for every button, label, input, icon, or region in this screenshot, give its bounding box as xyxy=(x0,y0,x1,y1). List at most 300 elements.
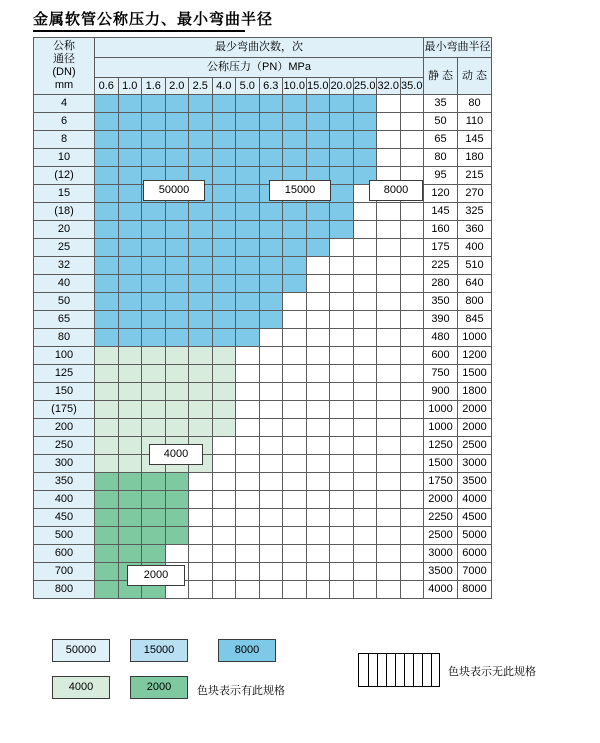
spec-cell xyxy=(236,491,260,509)
spec-cell xyxy=(189,257,213,275)
spec-cell xyxy=(377,257,401,275)
spec-cell xyxy=(189,293,213,311)
dynamic-radius-value: 3000 xyxy=(458,455,492,473)
spec-cell xyxy=(95,239,119,257)
spec-cell xyxy=(259,455,283,473)
static-radius-value: 1750 xyxy=(424,473,458,491)
spec-cell xyxy=(95,347,119,365)
spec-cell xyxy=(377,365,401,383)
static-radius-value: 2250 xyxy=(424,509,458,527)
page-title: 金属软管公称压力、最小弯曲半径 xyxy=(33,12,274,28)
spec-cell xyxy=(189,365,213,383)
static-radius-value: 95 xyxy=(424,167,458,185)
spec-cell xyxy=(165,527,189,545)
spec-cell xyxy=(353,455,377,473)
static-radius-value: 3500 xyxy=(424,563,458,581)
spec-cell xyxy=(189,401,213,419)
row-dn-label: 450 xyxy=(34,509,95,527)
spec-cell xyxy=(142,149,166,167)
table-row xyxy=(34,347,492,365)
spec-cell xyxy=(283,581,307,599)
spec-cell xyxy=(377,383,401,401)
spec-cell xyxy=(400,581,424,599)
table-row xyxy=(34,131,492,149)
pn-value-header: 20.0 xyxy=(330,78,354,95)
spec-cell xyxy=(400,311,424,329)
spec-cell xyxy=(142,527,166,545)
spec-cell xyxy=(189,347,213,365)
spec-cell xyxy=(212,527,236,545)
spec-cell xyxy=(259,563,283,581)
spec-cell xyxy=(400,275,424,293)
spec-cell xyxy=(165,293,189,311)
spec-cell xyxy=(353,383,377,401)
spec-cell xyxy=(118,95,142,113)
spec-cell xyxy=(259,149,283,167)
spec-cell xyxy=(330,437,354,455)
row-dn-label: (12) xyxy=(34,167,95,185)
spec-cell xyxy=(142,293,166,311)
spec-cell xyxy=(400,473,424,491)
spec-cell xyxy=(377,95,401,113)
spec-cell xyxy=(330,383,354,401)
spec-cell xyxy=(165,311,189,329)
spec-cell xyxy=(400,329,424,347)
row-dn-label: 700 xyxy=(34,563,95,581)
spec-cell xyxy=(400,455,424,473)
spec-cell xyxy=(353,257,377,275)
spec-cell xyxy=(377,239,401,257)
spec-cell xyxy=(189,131,213,149)
spec-cell xyxy=(212,437,236,455)
spec-cell xyxy=(306,581,330,599)
spec-cell xyxy=(377,581,401,599)
spec-cell xyxy=(236,185,260,203)
spec-cell xyxy=(306,437,330,455)
dynamic-radius-value: 1500 xyxy=(458,365,492,383)
spec-cell xyxy=(306,419,330,437)
row-dn-label: 100 xyxy=(34,347,95,365)
spec-cell xyxy=(259,509,283,527)
dn-header-line-1: 公称 xyxy=(53,40,75,52)
spec-cell xyxy=(118,473,142,491)
spec-cell xyxy=(306,113,330,131)
row-dn-label: 800 xyxy=(34,581,95,599)
spec-cell xyxy=(142,275,166,293)
spec-cell xyxy=(353,131,377,149)
header-row-1 xyxy=(34,38,492,58)
spec-cell xyxy=(236,509,260,527)
spec-cell xyxy=(259,365,283,383)
spec-cell xyxy=(95,293,119,311)
row-dn-label: 600 xyxy=(34,545,95,563)
spec-cell xyxy=(142,221,166,239)
header-row-2 xyxy=(34,58,492,78)
spec-cell xyxy=(236,203,260,221)
spec-cell xyxy=(118,347,142,365)
spec-cell xyxy=(377,275,401,293)
static-radius-header: 静 态 xyxy=(424,58,458,95)
bend-times-header: 最少弯曲次数，次 xyxy=(95,38,424,58)
row-dn-label: 40 xyxy=(34,275,95,293)
spec-cell xyxy=(283,275,307,293)
spec-cell xyxy=(142,329,166,347)
dn-header-line-3: (DN) xyxy=(52,66,76,78)
dynamic-radius-value: 5000 xyxy=(458,527,492,545)
spec-cell xyxy=(236,257,260,275)
spec-cell xyxy=(283,329,307,347)
spec-cell xyxy=(189,95,213,113)
spec-cell xyxy=(353,365,377,383)
spec-cell xyxy=(95,491,119,509)
spec-cell xyxy=(165,149,189,167)
pn-value-header: 2.5 xyxy=(189,78,213,95)
table-row xyxy=(34,563,492,581)
spec-cell xyxy=(118,149,142,167)
row-dn-label: 4 xyxy=(34,95,95,113)
dynamic-radius-value: 4500 xyxy=(458,509,492,527)
spec-cell xyxy=(95,545,119,563)
spec-cell xyxy=(142,473,166,491)
table-row xyxy=(34,257,492,275)
spec-cell xyxy=(118,167,142,185)
spec-cell xyxy=(306,455,330,473)
spec-cell xyxy=(377,203,401,221)
spec-cell xyxy=(118,221,142,239)
table-row xyxy=(34,329,492,347)
row-dn-label: 300 xyxy=(34,455,95,473)
spec-cell xyxy=(118,275,142,293)
spec-cell xyxy=(377,401,401,419)
spec-cell xyxy=(189,239,213,257)
dynamic-radius-value: 145 xyxy=(458,131,492,149)
spec-cell xyxy=(212,419,236,437)
spec-cell xyxy=(165,401,189,419)
spec-cell xyxy=(330,95,354,113)
spec-cell xyxy=(212,311,236,329)
spec-cell xyxy=(283,419,307,437)
spec-cell xyxy=(353,347,377,365)
spec-cell xyxy=(118,527,142,545)
static-radius-value: 750 xyxy=(424,365,458,383)
spec-cell xyxy=(306,527,330,545)
spec-cell xyxy=(330,293,354,311)
spec-cell xyxy=(283,491,307,509)
spec-cell xyxy=(306,473,330,491)
dn-header-line-2: 通径 xyxy=(53,53,75,65)
spec-cell xyxy=(212,185,236,203)
dn-header-line-4: mm xyxy=(54,79,74,91)
spec-cell xyxy=(236,95,260,113)
spec-cell xyxy=(306,239,330,257)
table-row xyxy=(34,383,492,401)
pn-value-header: 4.0 xyxy=(212,78,236,95)
spec-cell xyxy=(306,203,330,221)
spec-cell xyxy=(259,293,283,311)
table-row xyxy=(34,581,492,599)
spec-cell xyxy=(95,581,119,599)
table-row xyxy=(34,113,492,131)
table-row xyxy=(34,527,492,545)
spec-cell xyxy=(283,203,307,221)
spec-cell xyxy=(330,203,354,221)
spec-cell xyxy=(118,185,142,203)
spec-cell xyxy=(165,95,189,113)
spec-cell xyxy=(400,203,424,221)
spec-cell xyxy=(330,131,354,149)
spec-cell xyxy=(95,527,119,545)
bend-radius-header: 最小弯曲半径 xyxy=(424,38,492,58)
spec-cell xyxy=(400,257,424,275)
spec-cell xyxy=(118,203,142,221)
spec-cell xyxy=(330,185,354,203)
spec-cell xyxy=(353,419,377,437)
spec-cell xyxy=(259,131,283,149)
spec-cell xyxy=(142,509,166,527)
spec-cell xyxy=(259,311,283,329)
spec-cell xyxy=(236,113,260,131)
static-radius-value: 120 xyxy=(424,185,458,203)
spec-cell xyxy=(118,383,142,401)
spec-cell xyxy=(142,383,166,401)
spec-cell xyxy=(236,383,260,401)
spec-cell xyxy=(330,455,354,473)
spec-cell xyxy=(118,257,142,275)
spec-cell xyxy=(189,473,213,491)
spec-cell xyxy=(283,149,307,167)
spec-cell xyxy=(259,383,283,401)
spec-cell xyxy=(189,581,213,599)
spec-cell xyxy=(236,527,260,545)
spec-cell xyxy=(236,275,260,293)
spec-cell xyxy=(95,167,119,185)
spec-cell xyxy=(212,383,236,401)
spec-cell xyxy=(283,383,307,401)
spec-cell xyxy=(400,149,424,167)
spec-cell xyxy=(165,509,189,527)
spec-cell xyxy=(259,239,283,257)
spec-cell xyxy=(259,581,283,599)
spec-cell xyxy=(212,293,236,311)
legend-swatch: 2000 xyxy=(130,676,188,699)
spec-cell xyxy=(400,221,424,239)
spec-cell xyxy=(353,473,377,491)
spec-cell xyxy=(400,95,424,113)
table-row xyxy=(34,239,492,257)
dynamic-radius-value: 1000 xyxy=(458,329,492,347)
spec-cell xyxy=(118,419,142,437)
spec-cell xyxy=(400,293,424,311)
spec-cell xyxy=(259,113,283,131)
spec-cell xyxy=(377,437,401,455)
title-underline xyxy=(33,30,245,32)
spec-cell xyxy=(306,563,330,581)
dynamic-radius-value: 2000 xyxy=(458,401,492,419)
spec-cell xyxy=(95,365,119,383)
spec-cell xyxy=(236,149,260,167)
spec-cell xyxy=(330,401,354,419)
spec-cell xyxy=(95,131,119,149)
spec-cell xyxy=(95,203,119,221)
dynamic-radius-value: 1200 xyxy=(458,347,492,365)
spec-cell xyxy=(165,113,189,131)
spec-cell xyxy=(377,329,401,347)
legend-swatch: 50000 xyxy=(52,639,110,662)
spec-cell xyxy=(259,221,283,239)
spec-cell xyxy=(212,149,236,167)
spec-cell xyxy=(212,167,236,185)
spec-cell xyxy=(165,383,189,401)
callout-value: 2000 xyxy=(127,565,185,586)
spec-cell xyxy=(189,311,213,329)
spec-cell xyxy=(118,437,142,455)
row-dn-label: 200 xyxy=(34,419,95,437)
row-dn-label: 500 xyxy=(34,527,95,545)
spec-cell xyxy=(118,491,142,509)
spec-cell xyxy=(95,221,119,239)
spec-cell xyxy=(259,491,283,509)
dynamic-radius-value: 640 xyxy=(458,275,492,293)
spec-cell xyxy=(142,365,166,383)
row-dn-label: 400 xyxy=(34,491,95,509)
spec-cell xyxy=(236,239,260,257)
dynamic-radius-value: 2500 xyxy=(458,437,492,455)
row-dn-label: 80 xyxy=(34,329,95,347)
spec-cell xyxy=(259,95,283,113)
table-row xyxy=(34,311,492,329)
spec-cell xyxy=(189,221,213,239)
spec-cell xyxy=(165,491,189,509)
spec-cell xyxy=(377,419,401,437)
static-radius-value: 65 xyxy=(424,131,458,149)
spec-cell xyxy=(400,113,424,131)
spec-cell xyxy=(377,473,401,491)
spec-cell xyxy=(118,329,142,347)
spec-cell xyxy=(353,221,377,239)
dynamic-radius-value: 1800 xyxy=(458,383,492,401)
spec-cell xyxy=(189,383,213,401)
spec-cell xyxy=(142,239,166,257)
spec-cell xyxy=(306,491,330,509)
spec-cell xyxy=(400,347,424,365)
spec-cell xyxy=(259,419,283,437)
spec-cell xyxy=(212,329,236,347)
spec-cell xyxy=(212,545,236,563)
spec-cell xyxy=(283,311,307,329)
spec-cell xyxy=(306,131,330,149)
spec-cell xyxy=(353,275,377,293)
static-radius-value: 350 xyxy=(424,293,458,311)
spec-cell xyxy=(259,401,283,419)
spec-cell xyxy=(283,221,307,239)
spec-cell xyxy=(95,437,119,455)
spec-cell xyxy=(95,113,119,131)
spec-cell xyxy=(189,509,213,527)
spec-cell xyxy=(142,545,166,563)
spec-cell xyxy=(330,491,354,509)
dn-header-cell xyxy=(34,38,95,95)
spec-cell xyxy=(259,527,283,545)
spec-cell xyxy=(400,545,424,563)
spec-cell xyxy=(400,527,424,545)
spec-cell xyxy=(283,131,307,149)
dynamic-radius-value: 800 xyxy=(458,293,492,311)
table-row xyxy=(34,293,492,311)
table-row xyxy=(34,437,492,455)
table-row xyxy=(34,203,492,221)
spec-cell xyxy=(330,419,354,437)
spec-cell xyxy=(400,131,424,149)
static-radius-value: 4000 xyxy=(424,581,458,599)
spec-cell xyxy=(400,383,424,401)
spec-cell xyxy=(306,293,330,311)
spec-cell xyxy=(377,221,401,239)
dynamic-radius-value: 400 xyxy=(458,239,492,257)
row-dn-label: (175) xyxy=(34,401,95,419)
spec-cell xyxy=(306,311,330,329)
spec-cell xyxy=(283,113,307,131)
spec-cell xyxy=(212,275,236,293)
spec-cell xyxy=(353,491,377,509)
dynamic-radius-value: 110 xyxy=(458,113,492,131)
spec-cell xyxy=(306,347,330,365)
spec-cell xyxy=(259,437,283,455)
spec-cell xyxy=(212,347,236,365)
spec-cell xyxy=(165,239,189,257)
spec-cell xyxy=(330,347,354,365)
callout-value: 8000 xyxy=(369,180,423,201)
spec-cell xyxy=(236,419,260,437)
dynamic-radius-value: 845 xyxy=(458,311,492,329)
spec-cell xyxy=(165,473,189,491)
static-radius-value: 145 xyxy=(424,203,458,221)
spec-cell xyxy=(377,563,401,581)
spec-cell xyxy=(236,473,260,491)
spec-cell xyxy=(353,95,377,113)
spec-cell xyxy=(212,131,236,149)
spec-cell xyxy=(377,347,401,365)
static-radius-value: 160 xyxy=(424,221,458,239)
spec-cell xyxy=(95,311,119,329)
spec-cell xyxy=(212,239,236,257)
spec-cell xyxy=(259,275,283,293)
spec-cell xyxy=(283,401,307,419)
spec-cell xyxy=(118,455,142,473)
spec-cell xyxy=(259,545,283,563)
unavailable-note: 色块表示无此规格 xyxy=(448,666,536,678)
spec-cell xyxy=(330,239,354,257)
spec-cell xyxy=(212,221,236,239)
spec-cell xyxy=(189,545,213,563)
pn-value-header: 32.0 xyxy=(377,78,401,95)
row-dn-label: (18) xyxy=(34,203,95,221)
spec-cell xyxy=(377,311,401,329)
spec-cell xyxy=(377,491,401,509)
spec-cell xyxy=(330,527,354,545)
spec-cell xyxy=(142,347,166,365)
spec-cell xyxy=(212,455,236,473)
spec-cell xyxy=(330,275,354,293)
spec-cell xyxy=(189,527,213,545)
spec-cell xyxy=(283,437,307,455)
spec-cell xyxy=(306,383,330,401)
spec-cell xyxy=(189,275,213,293)
spec-cell xyxy=(236,329,260,347)
spec-cell xyxy=(330,257,354,275)
static-radius-value: 1500 xyxy=(424,455,458,473)
spec-cell xyxy=(142,401,166,419)
spec-cell xyxy=(142,257,166,275)
